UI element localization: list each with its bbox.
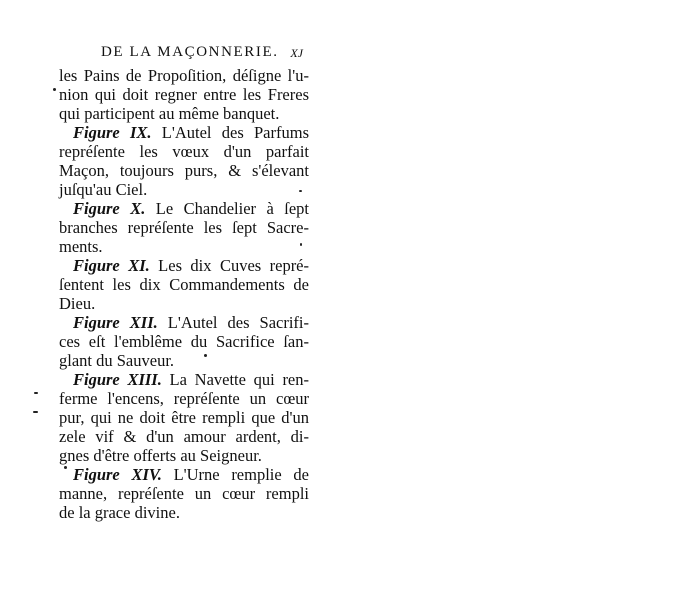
text-line: zele vif & d'un amour ardent, di- <box>59 427 309 446</box>
scan-speck <box>299 190 302 192</box>
text-line: glant du Sauveur. <box>59 351 175 370</box>
text-line <box>59 256 309 275</box>
figure-label: Figure XII. <box>73 313 158 332</box>
scan-speck <box>34 392 38 394</box>
text-line <box>59 199 309 218</box>
text-line <box>59 465 309 484</box>
page-number: xj <box>290 42 303 61</box>
text-line: manne, repréſente un cœur rempli <box>59 484 309 503</box>
scan-speck <box>300 243 302 246</box>
text-block <box>59 40 309 522</box>
scan-speck <box>53 88 56 91</box>
figure-label: Figure IX. <box>73 123 152 142</box>
text-run: L'Autel des Parfums <box>151 123 309 142</box>
text-run: La Navette qui ren- <box>161 370 310 389</box>
text-line: ces eſt l'emblême du Sacrifice ſan- <box>59 332 309 351</box>
paragraph-figure-x <box>59 199 309 256</box>
figure-label: Figure XIV. <box>73 465 162 484</box>
paragraph-figure-ix <box>59 123 309 199</box>
figure-label: Figure X. <box>73 199 146 218</box>
text-line: les Pains de Propoſition, déſigne l'u- <box>59 66 309 85</box>
text-run: L'Urne remplie de <box>161 465 309 484</box>
text-line <box>59 370 309 389</box>
paragraph <box>59 66 309 123</box>
text-line: Maçon, toujours purs, & s'élevant <box>59 161 309 180</box>
text-line: qui participent au même banquet. <box>59 104 280 123</box>
scan-speck <box>33 411 38 413</box>
text-run: Les dix Cuves repré- <box>149 256 310 275</box>
text-line: nion qui doit regner entre les Freres <box>59 85 309 104</box>
text-line: branches repréſente les ſept Sacre- <box>59 218 309 237</box>
figure-label: Figure XIII. <box>73 370 162 389</box>
text-line <box>59 313 309 332</box>
text-line: gnes d'être offerts au Seigneur. <box>59 446 262 465</box>
text-line: repréſente les vœux d'un parfait <box>59 142 309 161</box>
paragraph-figure-xiii <box>59 370 309 465</box>
text-line: ments. <box>59 237 103 256</box>
paragraph-figure-xiv <box>59 465 309 522</box>
text-line: juſqu'au Ciel. <box>59 180 148 199</box>
figure-label: Figure XI. <box>73 256 150 275</box>
text-line: Dieu. <box>59 294 96 313</box>
text-line: pur, qui ne doit être rempli que d'un <box>59 408 309 427</box>
text-line: ſentent les dix Commandements de <box>59 275 309 294</box>
running-head-title: DE LA MAÇONNERIE. <box>101 44 279 60</box>
running-head <box>59 40 309 66</box>
paragraph-figure-xi <box>59 256 309 313</box>
scan-speck <box>64 466 67 469</box>
text-run: L'Autel des Sacrifi- <box>157 313 310 332</box>
text-line: ferme l'encens, repréſente un cœur <box>59 389 309 408</box>
scan-speck <box>204 354 207 357</box>
paragraph-figure-xii <box>59 313 309 370</box>
text-run: Le Chandelier à ſept <box>145 199 309 218</box>
text-line <box>59 123 309 142</box>
text-line: de la grace divine. <box>59 503 180 522</box>
